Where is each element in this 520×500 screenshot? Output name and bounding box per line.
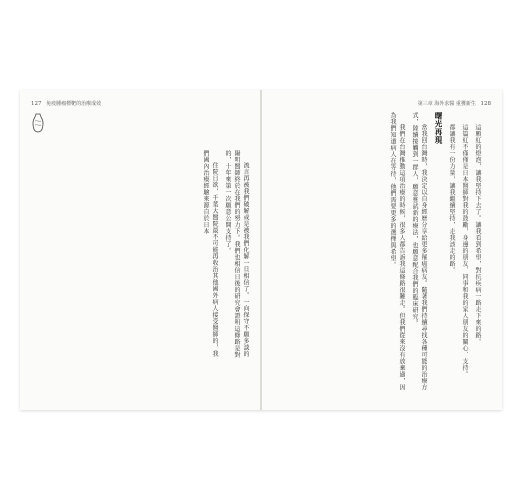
quote-line: 這篇紅不僅僅是日本醫師對我的鼓勵，身邊的朋友、同事和我的家人朋友的關心、支持。 (461, 124, 468, 378)
left-page-header (28, 100, 101, 107)
book-spread (20, 90, 502, 410)
right-page-number: 128 (480, 101, 491, 107)
section-title: 曙光再現 (434, 112, 443, 144)
left-body-paragraph: 流言再被我們破解或是被我們化解一旦相信了。一向保守不願多談的陽明醫師終於在我們的努力下。我們也相信日後的研究會證明這條路是對的，十年來第一次願意公開支持了。 (224, 150, 249, 358)
left-running-title: 免疫腫瘤標靶的治療成效 (46, 101, 102, 107)
quote-line: 這顆紅的燈泡，讓我堅持下去了。讓我看到希望，對抗疾病一路走下來的路。 (474, 124, 481, 345)
right-page-text (257, 112, 482, 392)
quote-line: 都讓我有一份力量，讓我繼續堅持，走我該走的路。 (448, 124, 455, 274)
right-body-paragraph: 當我回台灣時，我決定以自身經歷分享給更多罹癌病友。隨著我們持續尋找各種可能的治療方式，陸續接觸到一群人，願意嘗試新的療法，也願意配合我們的臨床研究。 (411, 112, 427, 391)
left-page-text (28, 150, 250, 360)
left-closing-paragraph: 住院日欲，千葉大醫院最不可能再收治其他國外病人接受醫師的，我們國內治療經驗來源自於日本 (202, 150, 218, 357)
right-body-paragraph: 我們在台灣推動這項治療的時候，很多人都告訴我這條路很難走。但我們從來沒有放棄過，因為我們知道病人在等待，他們需要更多的選擇與希望。 (389, 112, 405, 391)
right-running-title: 第三章 海外求醫 重獲新生 (417, 101, 476, 107)
right-page-header (418, 100, 494, 107)
vase-ornament-icon (30, 112, 46, 134)
left-page-number: 127 (31, 101, 42, 107)
